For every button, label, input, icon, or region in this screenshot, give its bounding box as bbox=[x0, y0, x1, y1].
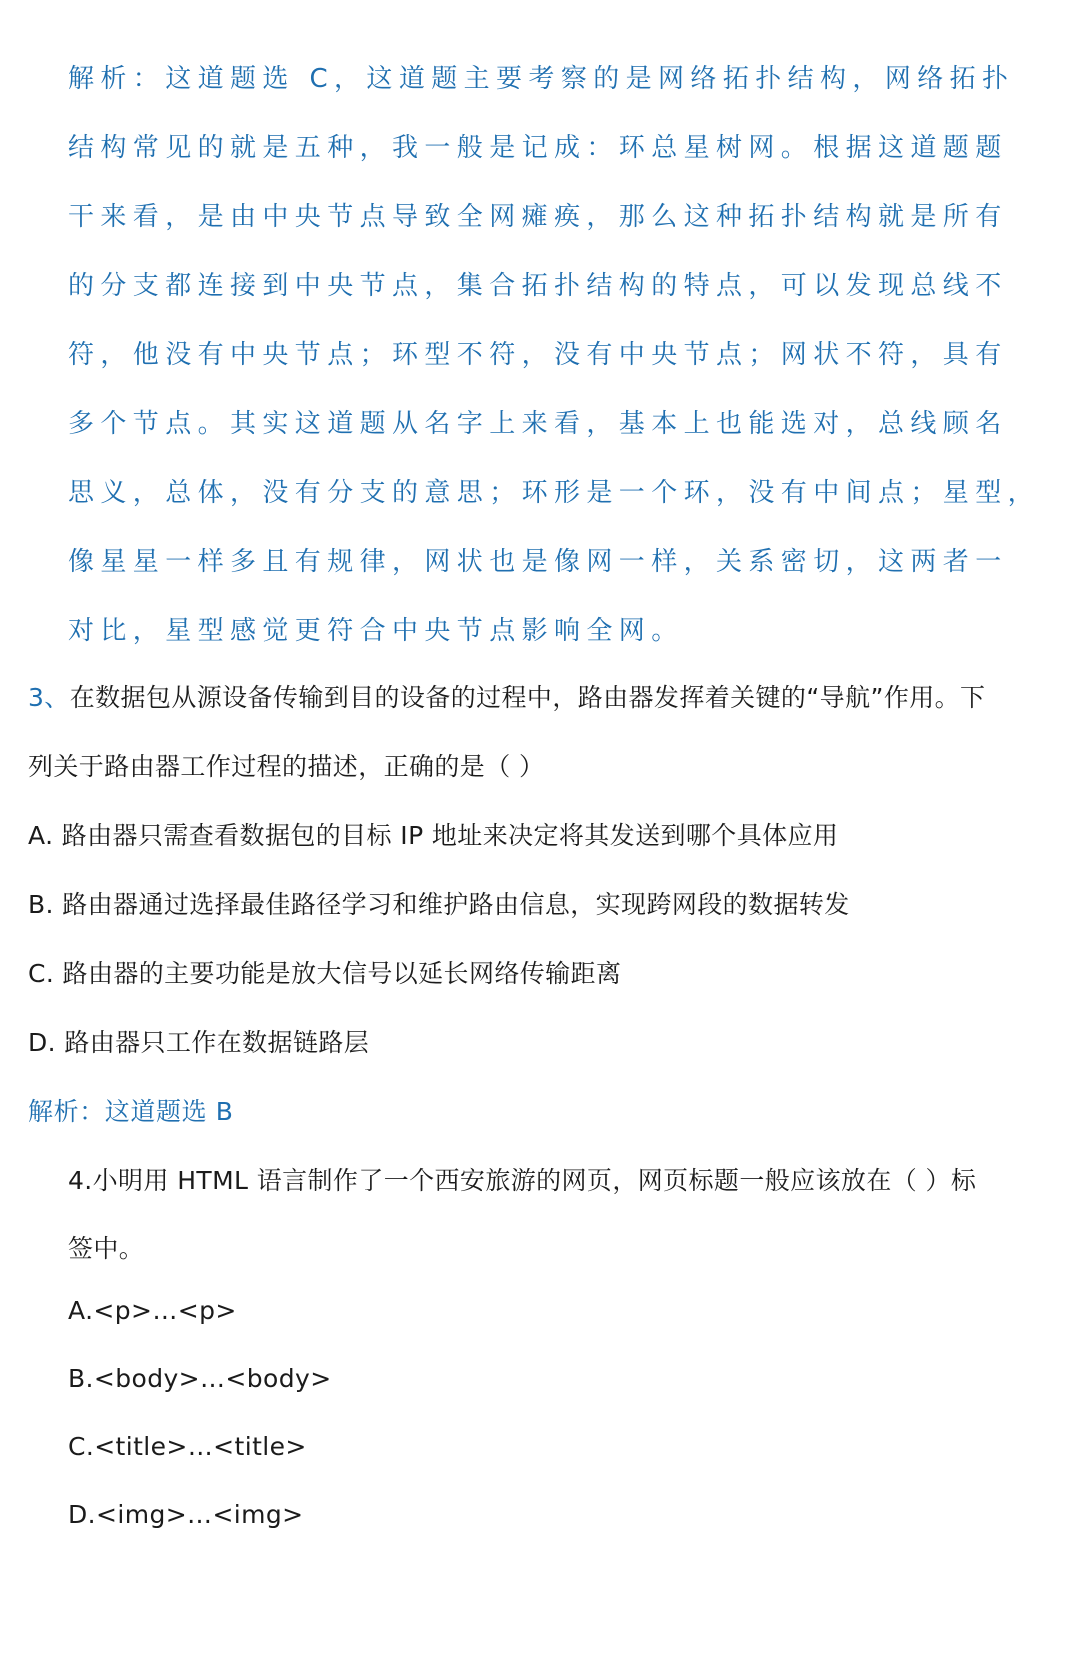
analysis-q2-line-3: 干来看，是由中央节点导致全网瘫痪，那么这种拓扑结构就是所有 bbox=[68, 202, 1008, 232]
analysis-q2-line-9: 对比，星型感觉更符合中央节点影响全网。 bbox=[68, 616, 684, 646]
analysis-q2-line-7: 思义，总体，没有分支的意思；环形是一个环，没有中间点；星型， bbox=[68, 478, 1041, 508]
analysis-q2-line-2: 结构常见的就是五种，我一般是记成：环总星树网。根据这道题题 bbox=[68, 133, 1008, 163]
analysis-q2-line-1: 解析：这道题选 C，这道题主要考察的是网络拓扑结构，网络拓扑 bbox=[68, 64, 1015, 94]
question-3-stem-line-1 bbox=[28, 678, 985, 714]
question-3-stem-line-2: 列关于路由器工作过程的描述，正确的是（ ） bbox=[28, 752, 545, 781]
analysis-q2-line-6: 多个节点。其实这道题从名字上来看，基本上也能选对，总线顾名 bbox=[68, 409, 1008, 439]
question-4-option-d: D.<img>…<img> bbox=[68, 1500, 304, 1529]
question-3-option-c: C. 路由器的主要功能是放大信号以延长网络传输距离 bbox=[28, 959, 622, 988]
question-4-option-a: A.<p>…<p> bbox=[68, 1296, 237, 1325]
question-3-option-b: B. 路由器通过选择最佳路径学习和维护路由信息，实现跨网段的数据转发 bbox=[28, 890, 850, 919]
question-3-analysis: 解析：这道题选 B bbox=[28, 1097, 234, 1126]
question-3-option-d: D. 路由器只工作在数据链路层 bbox=[28, 1028, 370, 1057]
analysis-q2-line-4: 的分支都连接到中央节点，集合拓扑结构的特点，可以发现总线不 bbox=[68, 271, 1008, 301]
question-4-option-c: C.<title>…<title> bbox=[68, 1432, 307, 1461]
question-4-stem-line-1: 4.小明用 HTML 语言制作了一个西安旅游的网页，网页标题一般应该放在（ ）标 bbox=[68, 1166, 977, 1195]
question-3-option-a: A. 路由器只需查看数据包的目标 IP 地址来决定将其发送到哪个具体应用 bbox=[28, 821, 839, 850]
question-4-stem-line-2: 签中。 bbox=[68, 1234, 145, 1263]
question-4-option-b: B.<body>…<body> bbox=[68, 1364, 332, 1393]
question-3-stem-text: 在数据包从源设备传输到目的设备的过程中，路由器发挥着关键的“导航”作用。下 bbox=[69, 683, 986, 712]
analysis-q2-line-5: 符，他没有中央节点；环型不符，没有中央节点；网状不符，具有 bbox=[68, 340, 1008, 370]
question-3-number: 3、 bbox=[28, 683, 70, 712]
analysis-q2-line-8: 像星星一样多且有规律，网状也是像网一样，关系密切，这两者一 bbox=[68, 547, 1008, 577]
